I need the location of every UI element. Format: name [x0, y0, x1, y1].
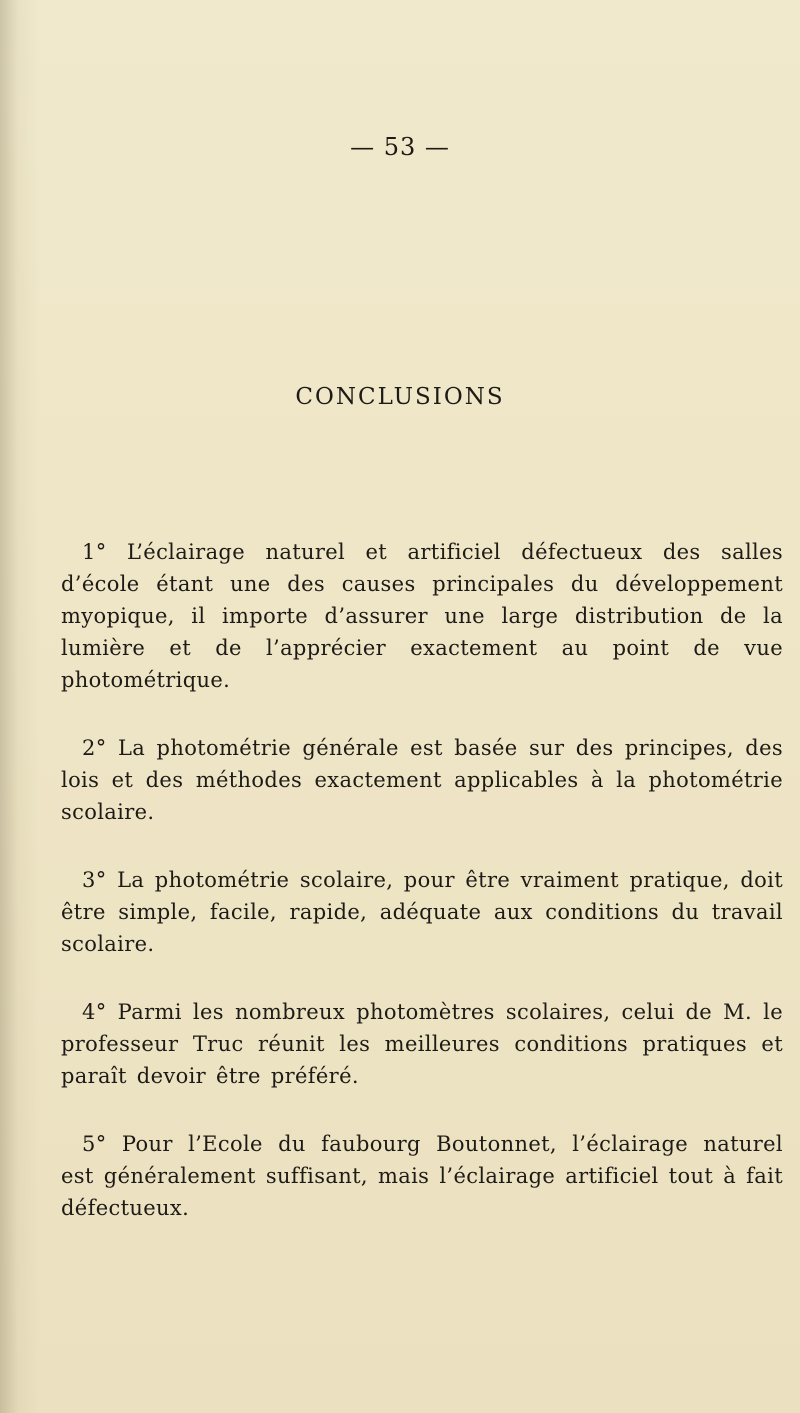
- conclusions-list: [61, 536, 783, 1260]
- section-title: CONCLUSIONS: [295, 384, 505, 410]
- conclusion-2: 2° La photométrie générale est basée sur des principes, des lois et des méthodes exactement applicables à la photométrie scolaire.: [61, 736, 783, 824]
- page-number: — 53 —: [350, 133, 450, 161]
- conclusion-3: 3° La photométrie scolaire, pour être vraiment pratique, doit être simple, facile, rapide, adéquate aux conditions du travail scolaire.: [61, 868, 783, 956]
- conclusion-1: 1° L’éclairage naturel et artificiel défectueux des salles d’école étant une des causes principales du développement myopique, il importe d’assurer une large distribution de la lumière et de l’apprécier exactement au point de vue photométrique.: [61, 540, 783, 692]
- conclusion-4: 4° Parmi les nombreux photomètres scolaires, celui de M. le professeur Truc réunit les meilleures conditions pratiques et paraît devoir être préféré.: [61, 1000, 783, 1088]
- conclusion-5: 5° Pour l’Ecole du faubourg Boutonnet, l’éclairage naturel est généralement suffisant, mais l’éclairage artificiel tout à fait défectueux.: [61, 1132, 783, 1220]
